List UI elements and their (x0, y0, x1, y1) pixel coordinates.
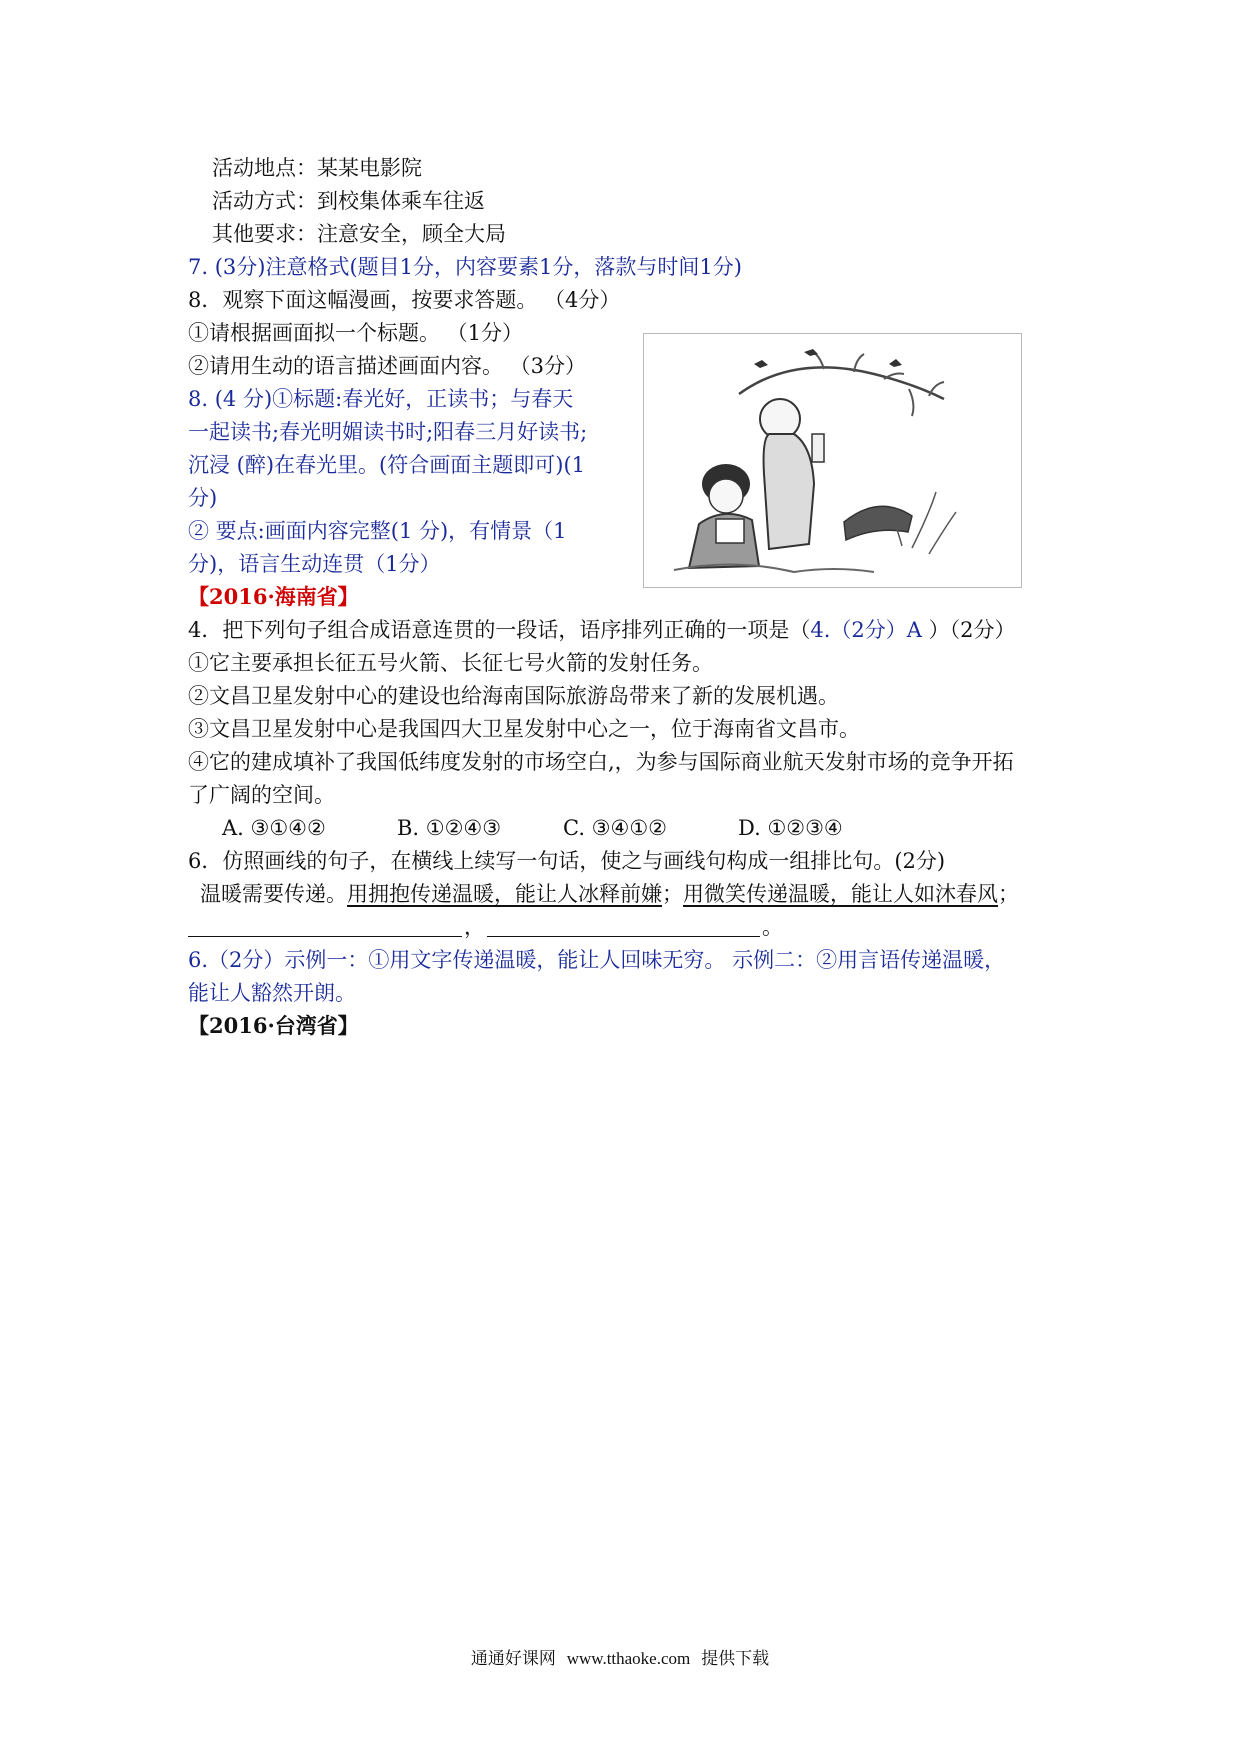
cartoon-children-reading-icon (644, 334, 1021, 587)
q4-stem: 4．把下列句子组合成语意连贯的一段话，语序排列正确的一项是（ (188, 618, 811, 642)
q6-period: 。 (762, 915, 783, 939)
q8-sub1: ①请根据画面拟一个标题。 （1分） (188, 321, 524, 345)
fill-blank-line-2 (487, 936, 760, 937)
q8-sub2: ②请用生动的语言描述画面内容。 （3分） (188, 354, 587, 378)
q8-question: 8．观察下面这幅漫画，按要求答题。 （4分） (188, 288, 621, 312)
footer (0, 1644, 1240, 1669)
footer-site: 通通好课网 (470, 1649, 556, 1669)
q8-answer-line: 沉浸 (醉)在春光里。(符合画面主题即可)(1 (188, 453, 585, 477)
q4-option-d: D. ①②③④ (738, 816, 843, 840)
q7-answer: 7. (3分)注意格式(题目1分，内容要素1分，落款与时间1分) (188, 255, 742, 279)
q6-underlined-2: 用微笑传递温暖，能让人如沐春风 (683, 882, 998, 906)
footer-suffix: 提供下载 (701, 1649, 770, 1669)
footer-url[interactable]: www.tthaoke.com (566, 1649, 691, 1668)
q4-question (188, 615, 1015, 645)
text-line: 活动方式：到校集体乘车往返 (212, 189, 485, 213)
q6-separator: ； (662, 882, 683, 906)
q6-question: 6．仿照画线的句子，在横线上续写一句话，使之与画线句构成一组排比句。(2分) (188, 849, 946, 873)
q6-underlined-1: 用拥抱传递温暖，能让人冰释前嫌 (347, 882, 662, 906)
text-line: 其他要求：注意安全，顾全大局 (212, 222, 506, 246)
q4-item: 了广阔的空间。 (188, 783, 335, 807)
section-header-taiwan: 【2016·台湾省】 (188, 1013, 359, 1038)
q8-answer-line: 一起读书;春光明媚读书时;阳春三月好读书; (188, 420, 588, 444)
q4-option-b: B. ①②④③ (397, 816, 502, 840)
q4-option-a: A. ③①④② (222, 816, 326, 840)
text-line: 活动地点：某某电影院 (212, 156, 422, 180)
q4-item: ①它主要承担长征五号火箭、长征七号火箭的发射任务。 (188, 651, 713, 675)
q8-answer-line: ② 要点:画面内容完整(1 分)，有情景（1 (188, 519, 567, 543)
q6-sentence (200, 879, 1019, 909)
q6-comma: ， (464, 915, 485, 939)
q6-answer-line: 能让人豁然开朗。 (188, 981, 356, 1005)
q4-option-c: C. ③④①② (563, 816, 667, 840)
q4-answer: 4.（2分）A (810, 618, 929, 642)
cartoon-image (643, 333, 1022, 588)
q8-answer-line: 8. (4 分)①标题:春光好，正读书；与春天 (188, 387, 574, 411)
q4-item: ③文昌卫星发射中心是我国四大卫星发射中心之一，位于海南省文昌市。 (188, 717, 860, 741)
fill-blank-line-1 (188, 936, 462, 937)
q6-lead: 温暖需要传递。 (200, 882, 347, 906)
q4-item: ④它的建成填补了我国低纬度发射的市场空白,，为参与国际商业航天发射市场的竞争开拓 (188, 750, 1014, 774)
q8-answer-line: 分) (188, 486, 218, 510)
q4-score: ）（2分） (928, 618, 1016, 642)
q6-end: ； (998, 882, 1019, 906)
section-header-hainan: 【2016·海南省】 (188, 584, 359, 609)
q4-item: ②文昌卫星发射中心的建设也给海南国际旅游岛带来了新的发展机遇。 (188, 684, 839, 708)
q8-answer-line: 分)，语言生动连贯（1分） (188, 552, 441, 576)
q6-answer-line: 6.（2分）示例一：①用文字传递温暖，能让人回味无穷。 示例二：②用言语传递温暖， (188, 948, 1006, 972)
